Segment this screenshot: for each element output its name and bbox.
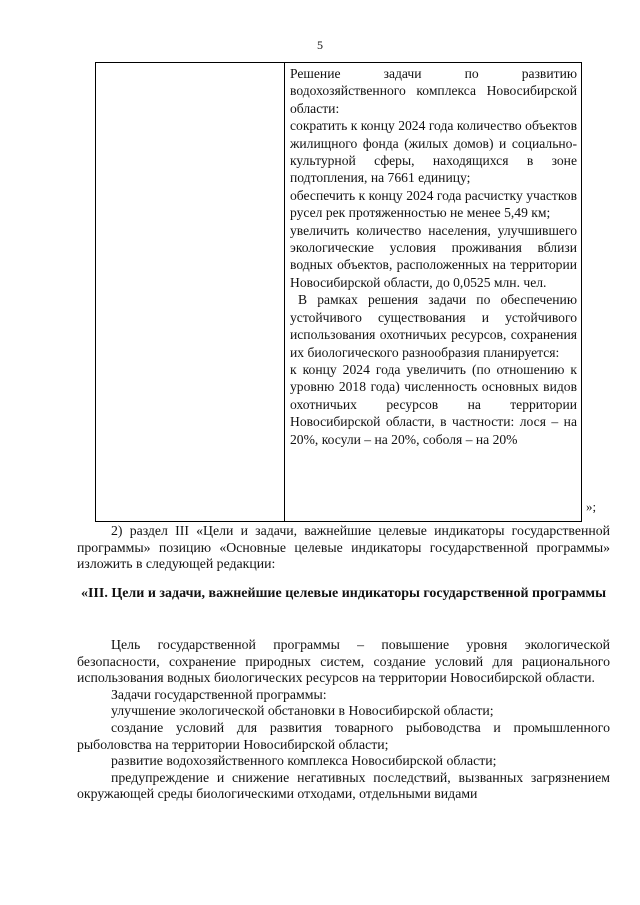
table-paragraph: увеличить количество населения, улучшившего экологические условия проживания вблизи водных объектов, расположенных на территории Новосибирской области, до 0,0525 млн. чел.	[290, 222, 577, 290]
table-row	[96, 63, 582, 522]
table-paragraph: к концу 2024 года увеличить (по отношению к уровню 2018 года) численность основных видов охотничьих ресурсов на территории Новосибирской области, в частности: лося – на 20%, косули – на 20%, соболя – на 20%	[290, 361, 577, 447]
table-paragraph: сократить к концу 2024 года количество объектов жилищного фонда (жилых домов) и социально-культурной сферы, находящихся в зоне подтопления, на 7661 единицу;	[290, 118, 577, 186]
body-paragraph: Цель государственной программы – повышение уровня экологической безопасности, сохранение природных систем, создание условий для рационального использования водных биологических ресурсов на территории Новосибирской области.	[77, 637, 610, 686]
table-paragraph: В рамках решения задачи по обеспечению устойчивого существования и устойчивого использования охотничьих ресурсов, сохранения их биологического разнообразия планируется:	[290, 292, 577, 360]
section-body	[77, 637, 610, 803]
amendment-paragraph: 2) раздел III «Цели и задачи, важнейшие целевые индикаторы государственной программы» позицию «Основные целевые индикаторы государственной программы» изложить в следующей редакции:	[77, 523, 610, 572]
body-paragraph: предупреждение и снижение негативных последствий, вызванных загрязнением окружающей среды биологическими отходами, отдельными видами	[77, 769, 610, 802]
table-paragraph: обеспечить к концу 2024 года расчистку участков русел рек протяженностью не менее 5,49 км;	[290, 187, 577, 221]
closing-quote-mark: »;	[586, 499, 597, 514]
section2-amendment-text	[77, 523, 610, 573]
table-cell-content	[285, 63, 582, 522]
page-number: 5	[317, 38, 323, 52]
table-cell-empty	[96, 63, 285, 522]
body-paragraph: создание условий для развития товарного рыбоводства и промышленного рыболовства на территории Новосибирской области;	[77, 719, 610, 752]
section-heading: «III. Цели и задачи, важнейшие целевые индикаторы государственной программы	[80, 586, 607, 601]
body-paragraph: улучшение экологической обстановки в Новосибирской области;	[111, 703, 494, 719]
table-paragraph: Решение задачи по развитию водохозяйственного комплекса Новосибирской области:	[290, 66, 577, 116]
body-paragraph: Задачи государственной программы:	[111, 686, 327, 702]
body-paragraph: развитие водохозяйственного комплекса Новосибирской области;	[111, 753, 497, 769]
targets-table	[95, 62, 582, 522]
